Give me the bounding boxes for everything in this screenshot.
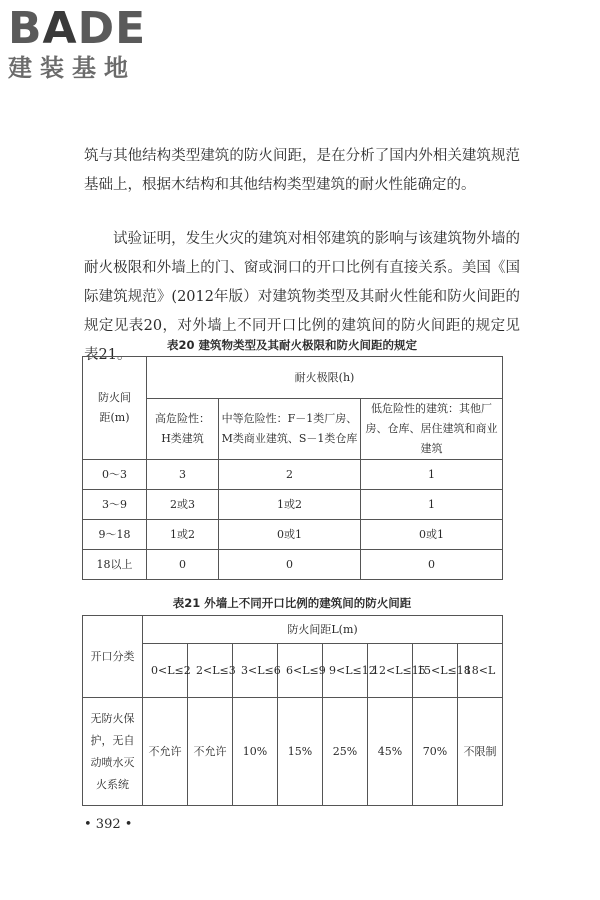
table-20-col-header: 高危险性：H类建筑 [147,399,219,460]
table-21-col-header: 3<L≤6 [233,644,278,698]
table-row [83,520,503,550]
table-21-col-header: 18<L [458,644,503,698]
table-cell: 0 [219,550,361,580]
table-cell: 0 [361,550,503,580]
table-20-corner: 防火间距(m) [83,357,147,460]
table-cell: 3～9 [83,490,147,520]
table-cell: 1 [361,460,503,490]
table-cell: 9～18 [83,520,147,550]
table-21-corner: 开口分类 [83,616,143,698]
table-cell: 15% [278,698,323,806]
table-20-group-header: 耐火极限(h) [147,357,503,399]
table-21-row-label: 无防火保护，无自动喷水灭火系统 [83,698,143,806]
table-20-caption: 表20 建筑物类型及其耐火极限和防火间距的规定 [166,338,417,352]
table-cell: 18以上 [83,550,147,580]
table-cell: 2 [219,460,361,490]
paragraph-1: 筑与其他结构类型建筑的防火间距，是在分析了国内外相关建筑规范基础上，根据木结构和其他结构类型建筑的耐火性能确定的。 [84,148,520,193]
table-cell: 1或2 [219,490,361,520]
table-21-col-header: 0<L≤2 [143,644,188,698]
table-cell: 10% [233,698,278,806]
table-row [83,490,503,520]
logo-subtitle: 建装基地 [8,54,136,82]
table-cell: 25% [323,698,368,806]
table-cell: 不允许 [143,698,188,806]
table-21-col-header: 12<L≤15 [368,644,413,698]
table-21-col-header: 15<L≤18 [413,644,458,698]
table-cell: 0或1 [361,520,503,550]
table-cell: 45% [368,698,413,806]
table-20 [82,356,503,580]
table-cell: 0或1 [219,520,361,550]
bade-logo [8,3,178,82]
table-cell: 不允许 [188,698,233,806]
logo-wordmark: BADE [8,3,147,54]
table-cell: 1 [361,490,503,520]
table-row [83,698,503,806]
table-row [83,460,503,490]
table-21-col-header: 9<L≤12 [323,644,368,698]
table-21-caption: 表21 外墙上不同开口比例的建筑间的防火间距 [172,596,412,610]
table-21 [82,615,503,806]
table-cell: 1或2 [147,520,219,550]
table-cell: 2或3 [147,490,219,520]
table-cell: 不限制 [458,698,503,806]
table-cell: 3 [147,460,219,490]
table-20-col-header: 低危险性的建筑：其他厂房、仓库、居住建筑和商业建筑 [361,399,503,460]
table-cell: 0～3 [83,460,147,490]
table-21-col-header: 2<L≤3 [188,644,233,698]
table-20-col-header: 中等危险性：F－1类厂房、M类商业建筑、S－1类仓库 [219,399,361,460]
table-cell: 0 [147,550,219,580]
page-number: • 392 • [84,817,133,832]
table-21-col-header: 6<L≤9 [278,644,323,698]
table-row [83,550,503,580]
paragraph-2: 试验证明，发生火灾的建筑对相邻建筑的影响与该建筑物外墙的耐火极限和外墙上的门、窗或洞口的开口比例有直接关系。美国《国际建筑规范》(2012年版）对建筑物类型及其耐火性能和防火间距的规定见表20，对外墙上不同开口比例的建筑间的防火间距的规定见表21。 [84,231,520,363]
table-cell: 70% [413,698,458,806]
table-21-group-header: 防火间距L(m) [143,616,503,644]
